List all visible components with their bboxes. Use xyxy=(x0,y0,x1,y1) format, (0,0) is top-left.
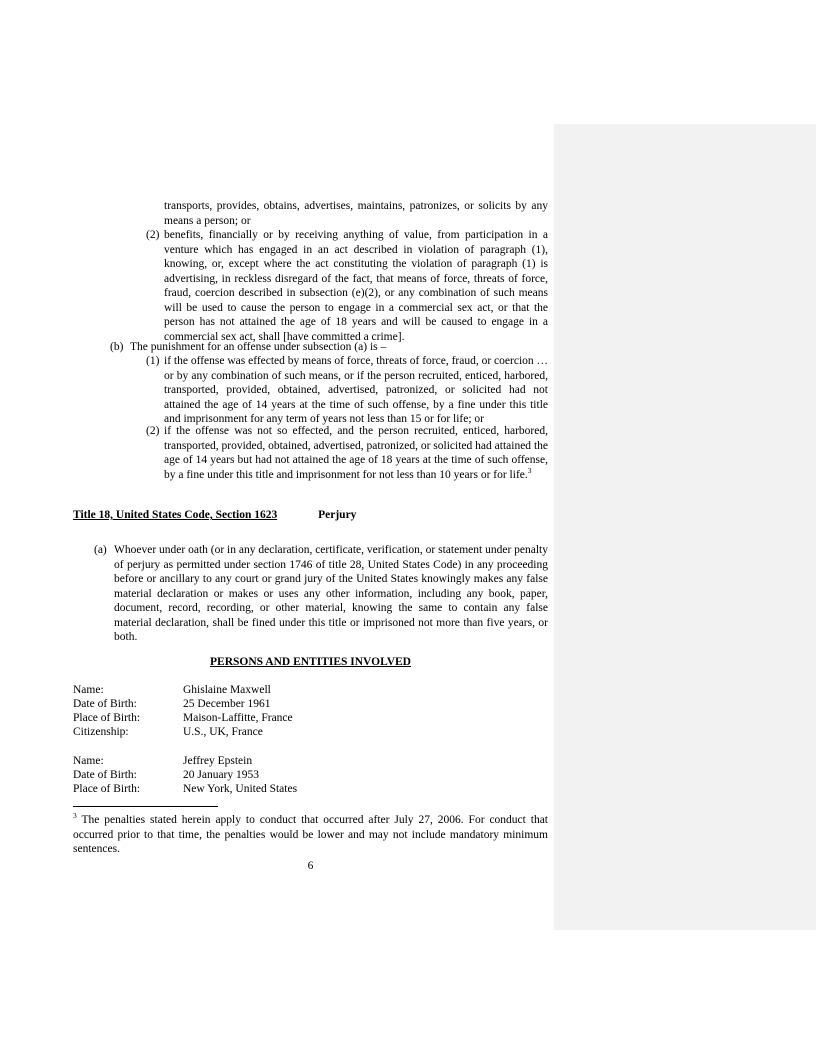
person2-pob: New York, United States xyxy=(183,783,298,795)
person2-name: Jeffrey Epstein xyxy=(183,755,253,767)
person1-dob-label: Date of Birth: xyxy=(73,698,137,710)
person2-dob: 20 January 1953 xyxy=(183,769,260,781)
paragraph-text: The punishment for an offense under subsection (a) is – xyxy=(130,341,387,353)
paragraph-text xyxy=(164,424,548,482)
paragraph-text: benefits, financially or by receiving anything of value, from participation in a venture which has engaged in an act described in violation of paragraph (1), knowing, or, except where the act constituting the violation of paragraph (1) is advertising, in reckless disregard of the fact, that means of force, threats of force, fraud, coercion described in subsection (e)(2), or any combination of such means will be used to cause the person to engage in a commercial sex act, or that the person has not attained the age of 18 years and will be caused to engage in a commercial sex act, shall [have committed a crime]. xyxy=(164,229,548,343)
person1-name-label: Name: xyxy=(73,684,104,696)
footnote-reference: 3 xyxy=(527,465,532,475)
person1-citizenship: U.S., UK, France xyxy=(183,726,263,738)
footnote-separator xyxy=(73,806,218,807)
person1-pob: Maison-Laffitte, France xyxy=(183,712,293,724)
paragraph-text-body: if the offense was not so effected, and the person recruited, enticed, harbored, transported, provided, obtained, advertised, patronized, or solicited had attained the age of 14 years but had not attained the age of 18 years at the time of such offense, by a fine under this title and imprisonment for not less than 10 years or for life. xyxy=(164,425,548,481)
paragraph-text: if the offense was effected by means of force, threats of force, fraud, or coercion …or by any combination of such means, or if the person recruited, enticed, harbored, transported, provided, obtained, advertised, patronized, or solicited had not attained the age of 14 years at the time of such offense, by a fine under this title and imprisonment for any term of years not less than 15 or for life; or xyxy=(164,355,549,425)
footnote xyxy=(73,813,548,857)
paragraph-number: (a) xyxy=(94,544,107,556)
paragraph-text: Whoever under oath (or in any declaration, certificate, verification, or statement under penalty of perjury as permitted under section 1746 of title 28, United States Code) in any proceeding before or ancillary to any court or grand jury of the United States knowingly makes any false material declaration or makes or uses any other information, including any book, paper, document, record, recording, or other material, knowing the same to contain any false material declaration, shall be fined under this title or imprisoned not more than five years, or both. xyxy=(114,544,548,643)
paragraph-number: (1) xyxy=(146,355,160,367)
section-title: Title 18, United States Code, Section 1623 xyxy=(73,509,278,521)
person1-name: Ghislaine Maxwell xyxy=(183,684,271,696)
footnote-text: The penalties stated herein apply to conduct that occurred after July 27, 2006. For conduct that occurred prior to that time, the penalties would be lower and may not include mandatory minimum sentences. xyxy=(73,814,549,855)
paragraph-number: (2) xyxy=(146,229,160,241)
person1-dob: 25 December 1961 xyxy=(183,698,271,710)
page-number: 6 xyxy=(307,860,314,872)
paragraph-a1-continuation: transports, provides, obtains, advertises, maintains, patronizes, or solicits by any means a person; or xyxy=(164,200,548,227)
person1-citizenship-label: Citizenship: xyxy=(73,726,129,738)
paragraph-number: (2) xyxy=(146,425,160,437)
persons-heading: PERSONS AND ENTITIES INVOLVED xyxy=(210,656,411,668)
comment-pane xyxy=(554,124,816,930)
paragraph-number: (b) xyxy=(110,341,124,353)
section-heading xyxy=(73,508,356,523)
person2-name-label: Name: xyxy=(73,755,104,767)
person1-pob-label: Place of Birth: xyxy=(73,712,141,724)
person2-dob-label: Date of Birth: xyxy=(73,769,137,781)
person2-pob-label: Place of Birth: xyxy=(73,783,141,795)
footnote-mark: 3 xyxy=(73,811,77,821)
section-subject: Perjury xyxy=(318,509,357,521)
